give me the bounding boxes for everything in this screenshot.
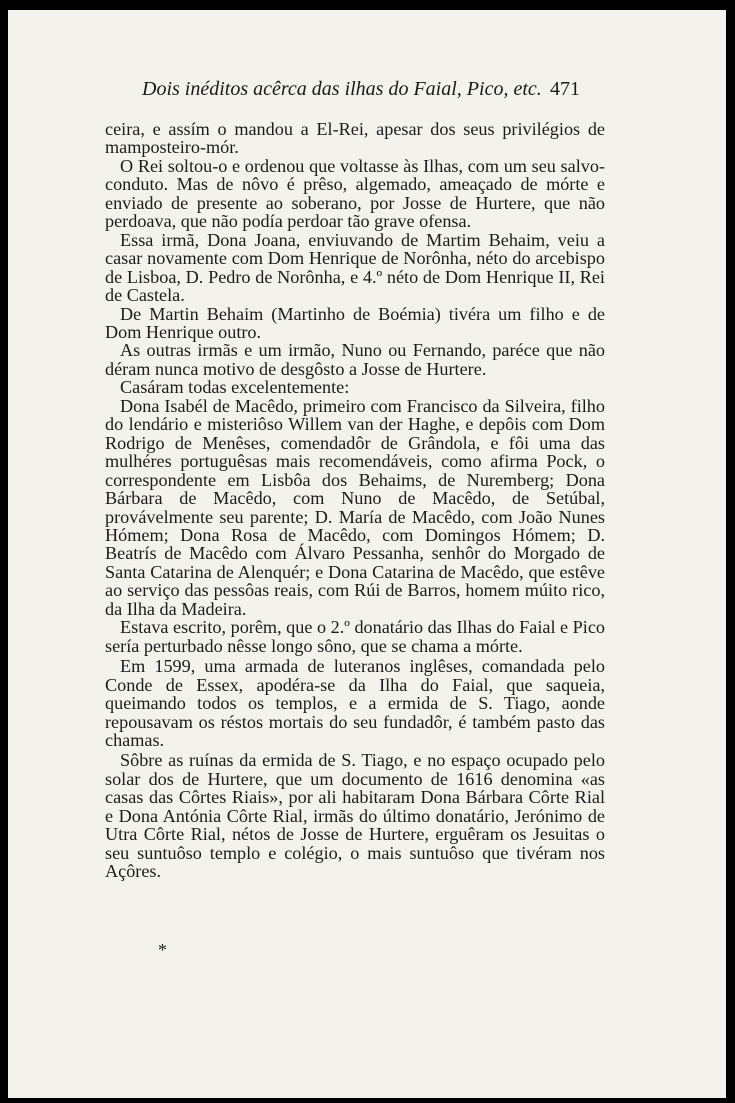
running-head: Dois inéditos acêrca das ilhas do Faial, Pico, etc.: [142, 78, 542, 100]
paragraph: O Rei soltou-o e ordenou que voltasse às Ilhas, com um seu salvo-conduto. Mas de nôvo é prêso, algemado, ameaçado de mórte e enviado de presente ao soberano, por Josse de Hurtere, que não perdoava, que não podía perdoar tão grave ofensa.: [105, 155, 605, 232]
paragraph: Estava escrito, porêm, que o 2.º donatário das Ilhas do Faial e Pico sería perturbado nêsse longo sôno, que se chama a mórte.: [105, 617, 605, 656]
page-header: [8, 78, 726, 108]
paragraph: De Martin Behaim (Martinho de Boémia) tivéra um filho e de Dom Henrique outro.: [105, 303, 605, 342]
section-ornament: *: [158, 940, 167, 960]
paragraph: Dona Isabél de Macêdo, primeiro com Francisco da Silveira, filho do lendário e misteriôso Willem van der Haghe, e depôis com Dom Rodrigo de Menêses, comendadôr de Grândola, e fôi uma das mulhéres portuguêsas mais recomendáveis, como afirma Pock, o correspondente em Lisbôa dos Behaims, de Nuremberg; Dona Bárbara de Macêdo, com Nuno de Macêdo, de Setúbal, provávelmente seu parente; D. María de Macêdo, com João Nunes Hómem; Dona Rosa de Macêdo, com Domingos Hómem; D. Beatrís de Macêdo com Álvaro Pessanha, senhôr do Morgado de Santa Catarina de Alenquér; e Dona Catarina de Macêdo, que estêve ao serviço das pessôas reais, com Rúi de Barros, homem múito rico, da Ilha da Madeira.: [105, 395, 605, 619]
paragraph: ceira, e assím o mandou a El-Rei, apesar dos seus privilégios de mamposteiro-mór.: [105, 119, 605, 158]
book-page: [8, 10, 726, 1098]
paragraph: As outras irmãs e um irmão, Nuno ou Fernando, paréce que não déram nunca motivo de desgôsto a Josse de Hurtere.: [105, 340, 605, 379]
body-text: [105, 120, 605, 881]
page-number: 471: [550, 78, 580, 100]
paragraph: Essa irmã, Dona Joana, enviuvando de Martim Behaim, veiu a casar novamente com Dom Henrique de Norônha, néto do arcebispo de Lisboa, D. Pedro de Norônha, e 4.º néto de Dom Henrique II, Rei de Castela.: [105, 229, 605, 306]
paragraph: Sôbre as ruínas da ermida de S. Tiago, e no espaço ocupado pelo solar dos de Hurtere, que um documento de 1616 denomina «as casas das Côrtes Riais», por ali habitaram Dona Bárbara Côrte Rial e Dona Antónia Côrte Rial, irmãs do último donatário, Jerónimo de Utra Côrte Rial, nétos de Josse de Hurtere, erguêram os Jesuitas o seu suntuôso templo e colégio, o mais suntuôso que tivéram nos Açôres.: [105, 750, 605, 882]
paragraph: Em 1599, uma armada de luteranos inglêses, comandada pelo Conde de Essex, apodéra-se da Ilha do Faial, que saqueia, queimando todos os templos, e a ermida de S. Tiago, aonde repousavam os réstos mortais do seu fundadôr, é também pasto das chamas.: [105, 656, 605, 750]
paragraph: Casáram todas excelentemente:: [120, 377, 350, 398]
